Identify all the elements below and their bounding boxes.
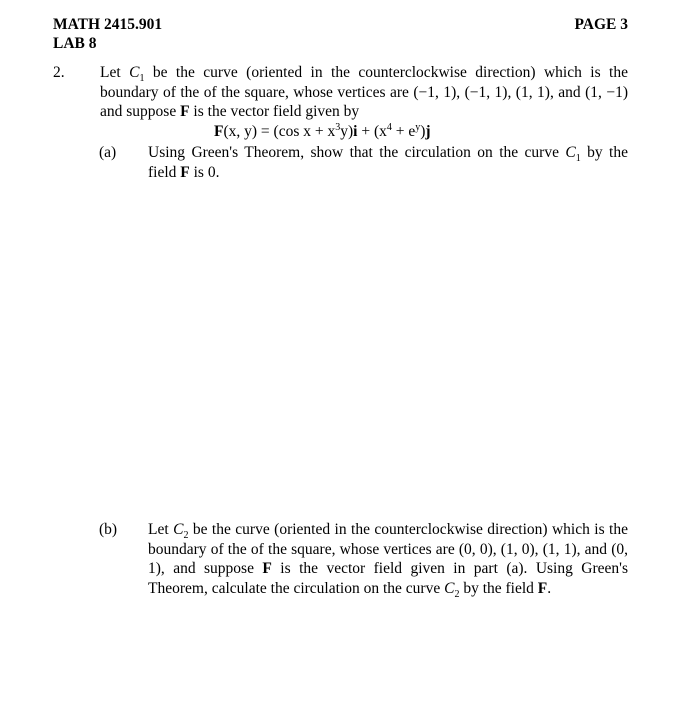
lab-label: LAB 8 (53, 35, 97, 52)
problem-number: 2. (53, 64, 65, 81)
header-course-block (53, 15, 162, 53)
part-a-text: Using Green's Theorem, show that the circulation on the curve $C_1$ by the field F is 0. (148, 144, 628, 181)
part-b-text: Let $C_2$ be the curve (oriented in the counterclockwise direction) which is the boundary of the of the square, whose vertices are (0, 0), (1, 0), (1, 1), and (0, 1), and suppose F is the vector field given in part (a). Using Green's Theorem, calculate the circulation on the curve $C_2$ by the field F. (148, 521, 628, 600)
problem-intro: Let $C_1$ be the curve (oriented in the counterclockwise direction) which is the boundary of the of the square, whose vertices are (−1, 1), (−1, 1), (1, 1), and (1, −1) and suppose F is the vector field given by (100, 64, 628, 120)
course-code: MATH 2415.901 (53, 16, 163, 33)
page-number: PAGE 3 (574, 16, 628, 33)
vector-field-equation: F(x, y) = (cos $x + x^3y)i + (x^4 + e^y)j$ (214, 121, 431, 140)
part-a-label: (a) (99, 144, 117, 161)
part-b-label: (b) (99, 521, 118, 538)
